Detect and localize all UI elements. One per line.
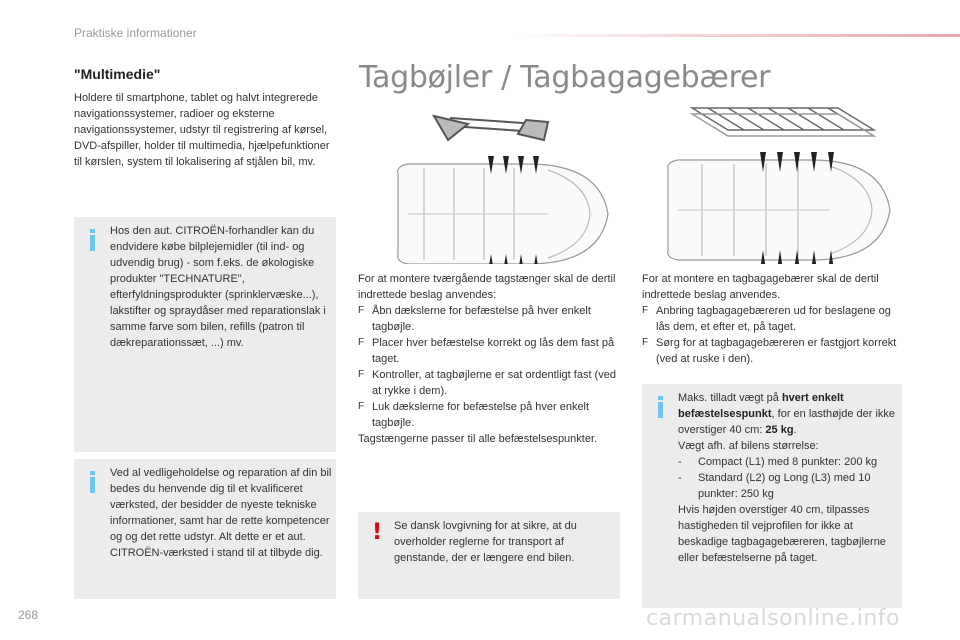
roof-bar-image <box>434 116 548 140</box>
header-rule <box>510 34 960 37</box>
bullet-icon: F <box>358 305 365 316</box>
info-box-max-weight <box>642 384 902 608</box>
info-box-maintenance-text: Ved al vedligeholdelse og reparation af din bil bedes du henvende dig til et kvalificeret værksted, der besidder de nyeste tekniske informationer, samt har de rette kompetencer og og det rette udstyr. Alt dette er et aut. CITROËN-værksted i stand til at tilbyde dig. <box>110 467 332 559</box>
page-number: 268 <box>18 608 39 622</box>
page-title: Tagbøjler / Tagbagagebærer <box>359 60 771 95</box>
list-item: - Standard (L2) og Long (L3) med 10 punkter: 250 kg <box>678 472 871 500</box>
max-weight-text: Maks. tilladt vægt på hvert enkelt befæstelsespunkt, for en lasthøjde der ikke overstiger 40 cm: 25 kg. Vægt afh. af bilens størrelse: - Compact (L1) med 8 punkter: 200 kg - Standard (L2) og Long (L3) med 10 punkter: 250 kg Hvis højden overstiger 40 cm, tilpasses hastigheden til vejprofilen for ikke at beskadige tagbagagebæreren, tagbøjlerne eller befæstelserne på taget. <box>678 390 898 566</box>
roof-bars-instructions <box>358 271 622 447</box>
roof-rack-illustration <box>642 100 902 264</box>
list-item: F Åbn dækslerne for befæstelse på hver enkelt tagbøjle. <box>358 305 591 333</box>
bullet-icon: F <box>358 401 365 412</box>
section-header: Praktiske informationer <box>74 26 197 40</box>
list-item: F Placer hver befæstelse korrekt og lås dem fast på taget. <box>358 337 615 365</box>
roof-bars-outro: Tagstængerne passer til alle befæstelsespunkter. <box>358 433 598 445</box>
list-item: F Luk dækslerne for befæstelse på hver enkelt tagbøjle. <box>358 401 590 429</box>
info-box-accessories-text: Hos den aut. CITROËN-forhandler kan du endvidere købe bilplejemidler (til ind- og udvendig brug) - som f.eks. de økologiske produkter "TECHNATURE", efterfyldningsprodukter (sprinklervæske...), lakstifter og spraydåser med reparationslak i samme farve som bilen, refills (patron til dækreparationssæt, ...) mv. <box>110 225 326 349</box>
bullet-icon: F <box>358 337 365 348</box>
info-box-maintenance <box>74 459 336 599</box>
watermark: carmanualsonline.info <box>646 606 900 631</box>
roof-bars-steps <box>358 303 622 431</box>
fixing-point-emphasis: hvert enkelt befæstelsespunkt <box>678 392 844 420</box>
roof-rack-steps <box>642 303 904 367</box>
warning-icon: ! <box>372 520 383 545</box>
list-item: F Kontroller, at tagbøjlerne er sat ordentligt fast (ved at rykke i dem). <box>358 369 616 397</box>
bullet-icon: F <box>642 337 649 348</box>
bullet-icon: F <box>358 369 365 380</box>
height-note: Hvis højden overstiger 40 cm, tilpasses hastigheden til vejprofilen for ikke at beskadige tagbagagebæreren, tagbøjlerne eller befæstelserne på taget. <box>678 504 886 564</box>
info-icon <box>88 229 95 251</box>
info-box-accessories <box>74 217 336 452</box>
roof-bar-illustration <box>368 104 618 264</box>
bullet-icon: F <box>642 305 649 316</box>
weight-emphasis: 25 kg <box>765 424 794 436</box>
size-intro: Vægt afh. af bilens størrelse: <box>678 440 819 452</box>
car-top-view <box>668 160 890 260</box>
warning-box-text: Se dansk lovgivning for at sikre, at du overholder reglerne for transport af genstande, der er længere end bilen. <box>394 520 577 564</box>
roof-rack-instructions <box>642 271 904 367</box>
list-item: F Sørg for at tagbagagebæreren er fastgjort korrekt (ved at ruske i den). <box>642 337 897 365</box>
warning-box-legislation <box>358 512 620 599</box>
roof-rack-image <box>692 108 874 136</box>
car-top-view <box>398 164 608 264</box>
list-item: F Anbring tagbagagebæreren ud for beslagene og lås dem, et efter et, på taget. <box>642 305 891 333</box>
multimedia-title: "Multimedie" <box>74 66 161 82</box>
size-list <box>678 454 898 502</box>
roof-bars-intro: For at montere tværgående tagstænger skal de dertil indrettede beslag anvendes: <box>358 273 616 301</box>
info-icon <box>656 396 663 418</box>
list-item: - Compact (L1) med 8 punkter: 200 kg <box>678 456 878 468</box>
info-icon <box>88 471 95 493</box>
roof-rack-intro: For at montere en tagbagagebærer skal de dertil indrettede beslag anvendes. <box>642 273 879 301</box>
multimedia-text: Holdere til smartphone, tablet og halvt integrerede navigationssystemer, radioer og eksterne navigationssystemer, udstyr til registrering af kørsel, DVD-afspiller, holder til multimedia, hjælpefunktioner til kørslen, system til lokalisering af stjålen bil, mv. <box>74 92 330 168</box>
